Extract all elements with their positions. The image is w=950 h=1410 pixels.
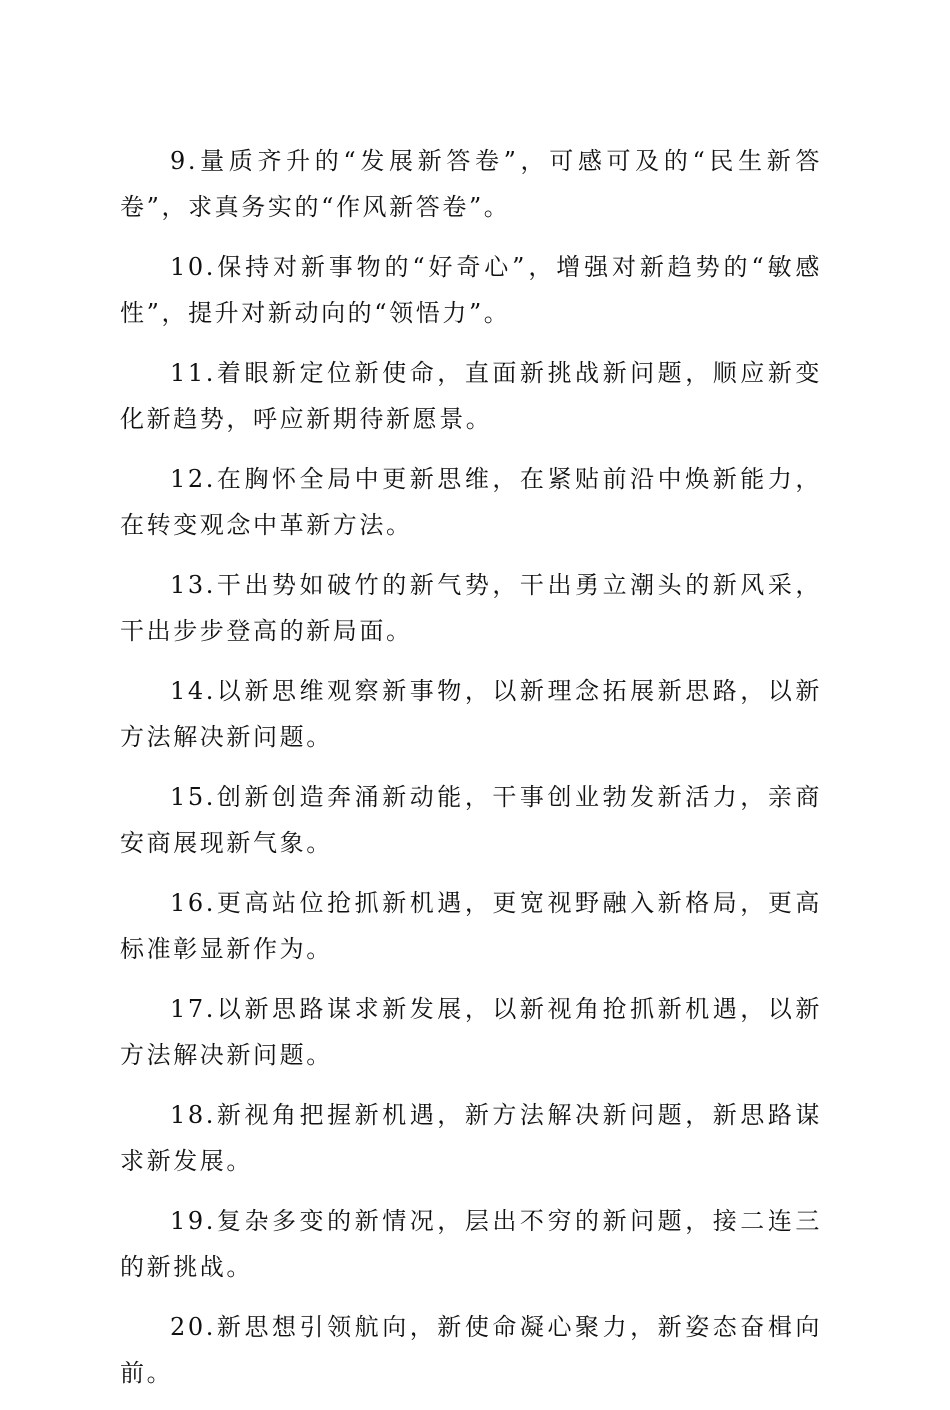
list-item: 9.量质齐升的“发展新答卷”，可感可及的“民生新答卷”，求真务实的“作风新答卷”。 — [120, 147, 822, 221]
document-page — [120, 138, 822, 1410]
list-item: 11.着眼新定位新使命，直面新挑战新问题，顺应新变化新趋势，呼应新期待新愿景。 — [120, 359, 822, 433]
list-item: 18.新视角把握新机遇，新方法解决新问题，新思路谋求新发展。 — [120, 1101, 822, 1175]
list-item: 15.创新创造奔涌新动能，干事创业勃发新活力，亲商安商展现新气象。 — [120, 783, 822, 857]
list-item: 13.干出势如破竹的新气势，干出勇立潮头的新风采，干出步步登高的新局面。 — [120, 571, 822, 645]
list-item: 20.新思想引领航向，新使命凝心聚力，新姿态奋楫向前。 — [120, 1313, 822, 1387]
list-item: 10.保持对新事物的“好奇心”，增强对新趋势的“敏感性”，提升对新动向的“领悟力”。 — [120, 253, 822, 327]
list-item: 14.以新思维观察新事物，以新理念拓展新思路，以新方法解决新问题。 — [120, 677, 822, 751]
list-item: 16.更高站位抢抓新机遇，更宽视野融入新格局，更高标准彰显新作为。 — [120, 889, 822, 963]
list-item: 19.复杂多变的新情况，层出不穷的新问题，接二连三的新挑战。 — [120, 1207, 822, 1281]
list-item: 17.以新思路谋求新发展，以新视角抢抓新机遇，以新方法解决新问题。 — [120, 995, 822, 1069]
list-item: 12.在胸怀全局中更新思维，在紧贴前沿中焕新能力，在转变观念中革新方法。 — [120, 465, 822, 539]
